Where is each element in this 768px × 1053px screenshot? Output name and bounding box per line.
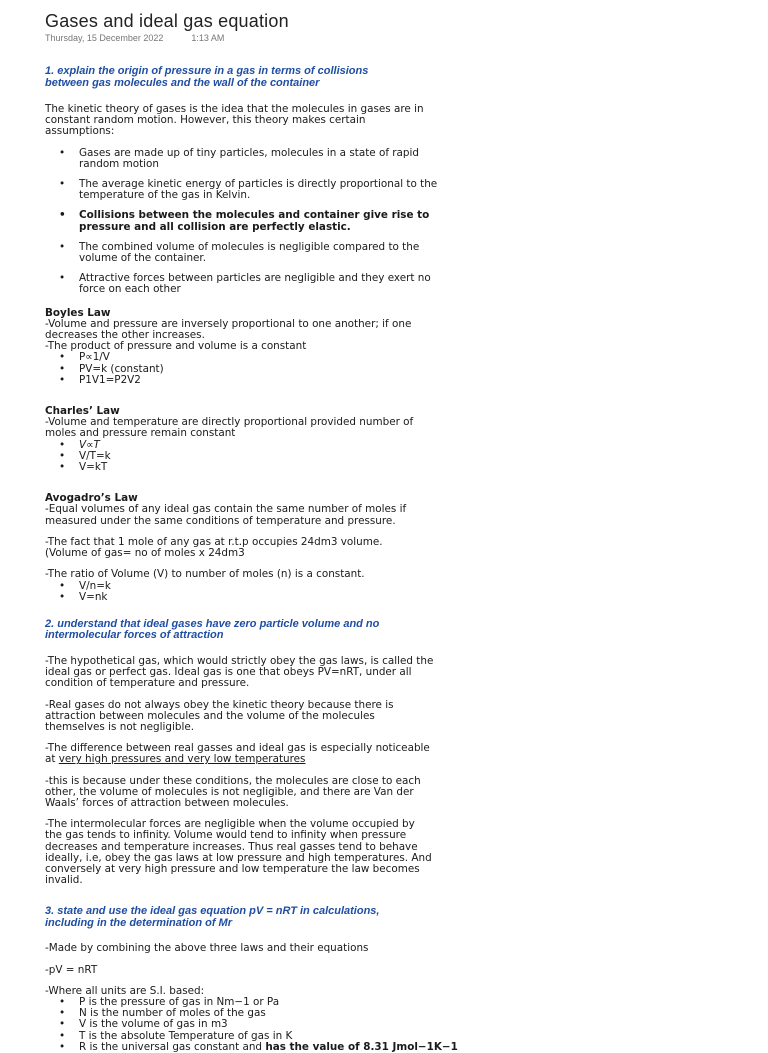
note-body <box>45 66 465 1053</box>
list-item: • P∝1/V <box>45 352 465 363</box>
list-item: • N is the number of moles of the gas <box>45 1008 465 1019</box>
list-item: • P1V1=P2V2 <box>45 375 465 386</box>
list-item: • Collisions between the molecules and container give rise to pressure and all collision are perfectly elastic. <box>45 210 465 232</box>
assumptions-list <box>45 148 465 296</box>
section-1-heading: 1. explain the origin of pressure in a gas in terms of collisions between gas molecules and the wall of the container <box>45 65 369 89</box>
section-1-intro: The kinetic theory of gases is the idea that the molecules in gases are in constant random motion. However, this theory makes certain assumptions: <box>45 103 424 138</box>
list-item: • The combined volume of molecules is negligible compared to the volume of the container. <box>45 242 465 264</box>
ideal-gas-paragraph: -The hypothetical gas, which would strictly obey the gas laws, is called the ideal gas or perfect gas. Ideal gas is one that obeys PV=nRT, under all condition of temperature and pressure. <box>45 654 434 690</box>
real-gas-paragraph: -Real gases do not always obey the kinetic theory because there is attraction between molecules and the volume of the molecules themselves is not negligible. <box>45 698 394 733</box>
section-2-heading: 2. understand that ideal gases have zero particle volume and no intermolecular forces of attraction <box>45 617 380 642</box>
list-item: • The average kinetic energy of particles is directly proportional to the temperature of the gas in Kelvin. <box>45 179 465 201</box>
list-item: • V/T=k <box>45 451 465 462</box>
list-item: • R is the universal gas constant and has the value of 8.31 Jmol−1K−1 <box>45 1042 465 1053</box>
charles-law-title: Charles’ Law <box>45 405 120 418</box>
list-item: • V is the volume of gas in m3 <box>45 1019 465 1030</box>
section-3-heading: 3. state and use the ideal gas equation pV = nRT in calculations, including in the determination of Mr <box>45 905 380 929</box>
boyles-law-list <box>45 352 465 386</box>
page-date: Thursday, 15 December 2022 <box>45 33 164 43</box>
conditions-paragraph: -this is because under these conditions, the molecules are close to each other, the volume of molecules is not negligible, and there are Van der Waals’ forces of attraction between molecules. <box>45 774 421 809</box>
page-title: Gases and ideal gas equation <box>45 11 289 31</box>
intermolecular-paragraph: -The intermolecular forces are negligible when the volume occupied by the gas tends to infinity. Volume would tend to infinity when pressure decreases and temperature increases. Thus real gasses tend to behave ideally, i.e, obey the gas laws at low pressure and high temperatures. And conversely at very high pressure and low temperature the law becomes invalid. <box>45 818 432 887</box>
page-timestamp <box>45 32 224 44</box>
list-item: • Gases are made up of tiny particles, molecules in a state of rapid random motion <box>45 148 465 170</box>
list-item: • Attractive forces between particles are negligible and they exert no force on each other <box>45 273 465 295</box>
avogadro-law-title: Avogadro’s Law <box>45 492 138 505</box>
list-item: • V=kT <box>45 462 465 473</box>
avogadro-law-block: Avogadro’s Law -Equal volumes of any ideal gas contain the same number of moles if measured under the same conditions of temperature and pressure. -The fact that 1 mole of any gas at r.t.p occupies 24dm3 volume. (Volume of gas= no of moles x 24dm3 -The ratio of Volume (V) to number of moles (n) is a constant. • V/n=k • V=nk <box>45 493 465 603</box>
units-list <box>45 997 465 1053</box>
boyles-law-block: Boyles Law -Volume and pressure are inversely proportional to one another; if one decreases the other increases. -The product of pressure and volume is a constant • P∝1/V • PV=k (constant) • P1V1=P2V2 <box>45 308 465 386</box>
list-item: • P is the pressure of gas in Nm−1 or Pa <box>45 997 465 1008</box>
list-item: • V/n=k <box>45 581 465 592</box>
boyles-law-title: Boyles Law <box>45 306 111 319</box>
list-item: • V∝T <box>45 440 465 451</box>
charles-law-list <box>45 440 465 474</box>
page-time: 1:13 AM <box>191 33 225 43</box>
list-item: • T is the absolute Temperature of gas in K <box>45 1031 465 1042</box>
charles-law-block: Charles’ Law -Volume and temperature are directly proportional provided number of moles and pressure remain constant • V∝T • V/T=k • V=kT <box>45 406 465 473</box>
ideal-gas-equation: -pV = nRT <box>45 963 98 976</box>
combining-laws-line: -Made by combining the above three laws and their equations <box>45 942 369 955</box>
list-item: • V=nk <box>45 592 465 603</box>
units-intro: -Where all units are S.I. based: <box>45 984 205 997</box>
list-item: • PV=k (constant) <box>45 364 465 375</box>
difference-paragraph: -The difference between real gasses and ideal gas is especially noticeable at very high pressures and very low temperatures <box>45 742 430 766</box>
avogadro-law-list <box>45 581 465 603</box>
